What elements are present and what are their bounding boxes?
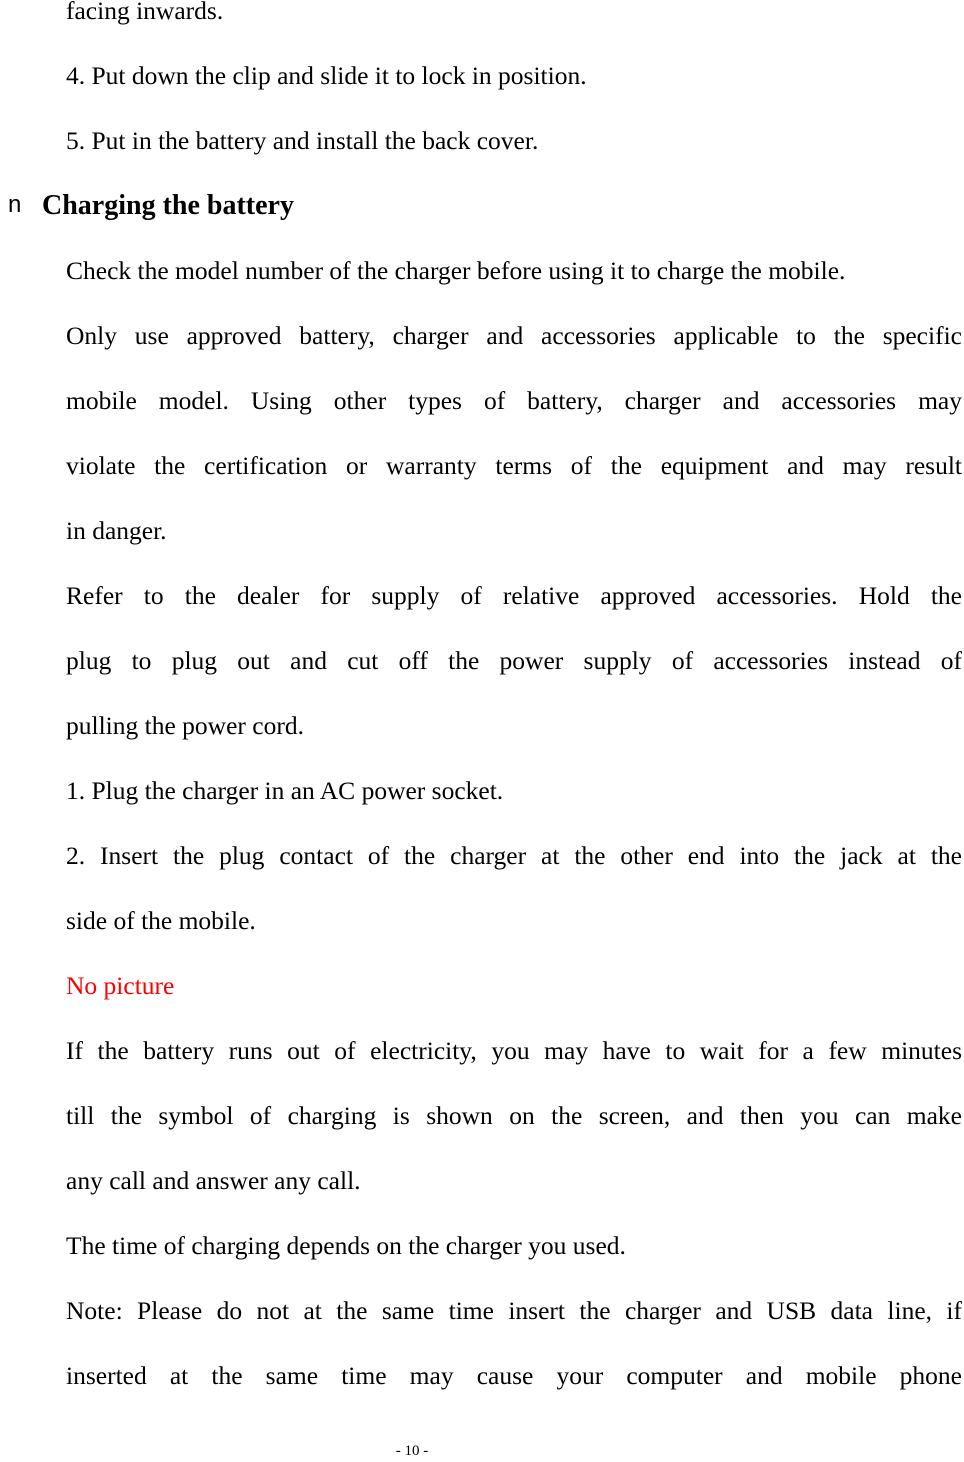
paragraph-battery-out-line-1: If the battery runs out of electricity, you may have to wait for a few minutes <box>66 1036 962 1065</box>
paragraph-dealer-line-1: Refer to the dealer for supply of relative approved accessories. Hold the <box>66 581 962 610</box>
section-heading: Charging the battery <box>42 190 294 221</box>
paragraph-dealer-line-2: plug to plug out and cut off the power supply of accessories instead of <box>66 646 962 675</box>
note-line-1: Note: Please do not at the same time insert the charger and USB data line, if <box>66 1296 962 1325</box>
step-1: 1. Plug the charger in an AC power socket. <box>66 776 504 805</box>
paragraph-approved-line-4: in danger. <box>66 516 167 545</box>
step-2-line-1: 2. Insert the plug contact of the charger at the other end into the jack at the <box>66 841 962 870</box>
paragraph-dealer-line-3: pulling the power cord. <box>66 711 304 740</box>
step-2-line-2: side of the mobile. <box>66 906 256 935</box>
step-5: 5. Put in the battery and install the back cover. <box>66 126 539 155</box>
paragraph-battery-out-line-2: till the symbol of charging is shown on the screen, and then you can make <box>66 1101 962 1130</box>
no-picture-placeholder: No picture <box>66 971 175 1000</box>
section-bullet-icon: n <box>8 191 22 218</box>
paragraph-charging-time: The time of charging depends on the charger you used. <box>66 1231 626 1260</box>
note-line-2: inserted at the same time may cause your computer and mobile phone <box>66 1361 962 1390</box>
paragraph-approved-line-3: violate the certification or warranty terms of the equipment and may result <box>66 451 962 480</box>
step-4: 4. Put down the clip and slide it to lock in position. <box>66 61 587 90</box>
text-line-facing-inwards: facing inwards. <box>66 0 224 25</box>
paragraph-battery-out-line-3: any call and answer any call. <box>66 1166 361 1195</box>
paragraph-approved-line-1: Only use approved battery, charger and accessories applicable to the specific <box>66 321 962 350</box>
paragraph-approved-line-2: mobile model. Using other types of battery, charger and accessories may <box>66 386 962 415</box>
paragraph-check-model: Check the model number of the charger before using it to charge the mobile. <box>66 256 846 285</box>
page-number: - 10 - <box>395 1443 429 1459</box>
